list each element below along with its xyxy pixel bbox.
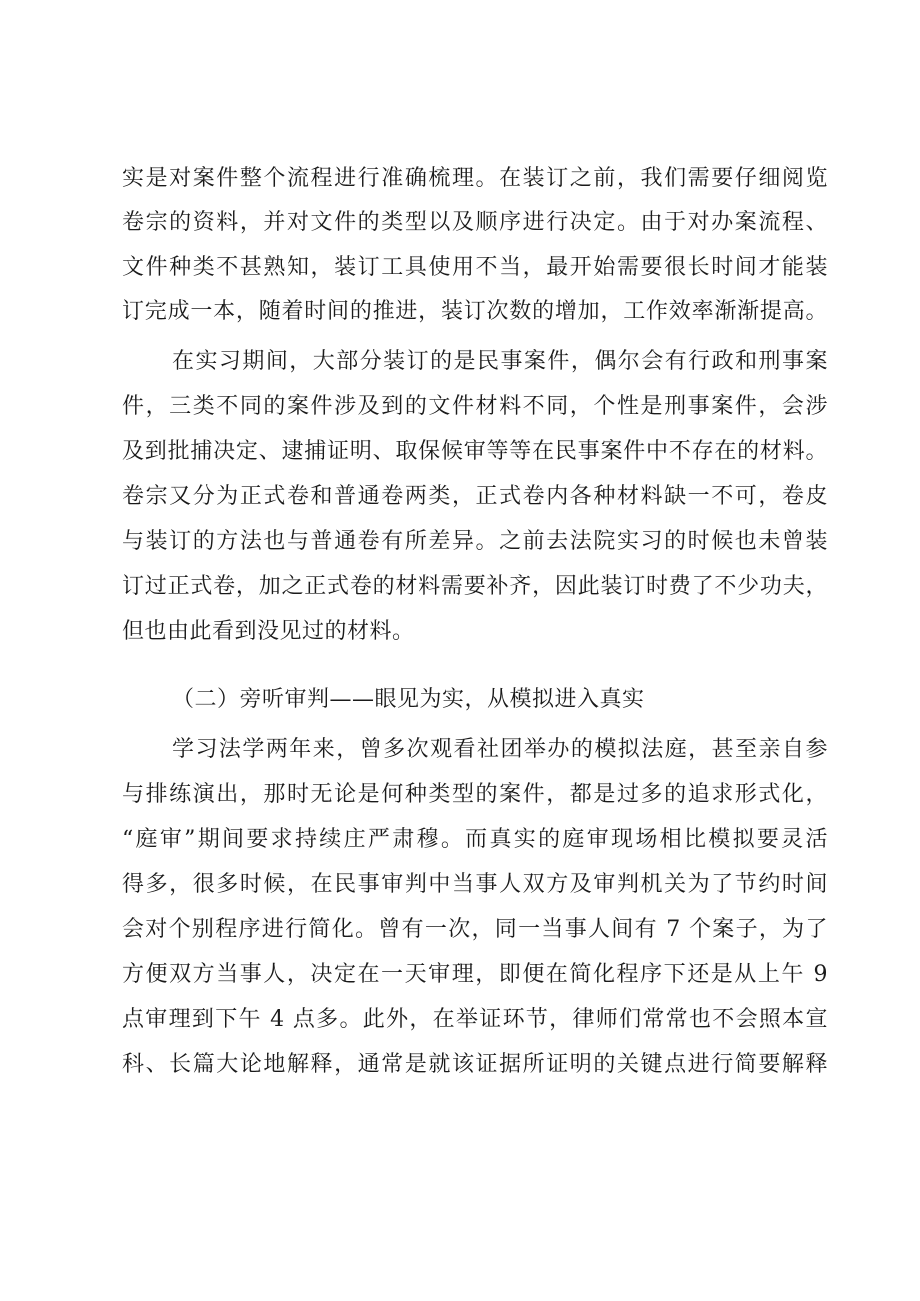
paragraph-2-line-3: 及到批捕决定、逮捕证明、取保候审等等在民事案件中不存在的材料。 bbox=[122, 439, 828, 464]
paragraph-1-line-2: 卷宗的资料，并对文件的类型以及顺序进行决定。由于对办案流程、 bbox=[122, 210, 828, 235]
paragraph-3-line-2: 与排练演出，那时无论是何种类型的案件，都是过多的追求形式化， bbox=[122, 782, 828, 807]
paragraph-2-line-5: 与装订的方法也与普通卷有所差异。之前去法院实习的时候也未曾装 bbox=[122, 529, 828, 554]
paragraph-1-line-4: 订完成一本，随着时间的推进，装订次数的增加，工作效率渐渐提高。 bbox=[122, 299, 828, 324]
paragraph-3-line-3: “庭审”期间要求持续庄严肃穆。而真实的庭审现场相比模拟要灵活 bbox=[122, 827, 828, 852]
paragraph-2-line-2: 件，三类不同的案件涉及到的文件材料不同，个性是刑事案件，会涉 bbox=[122, 394, 828, 419]
paragraph-3-line-8: 科、长篇大论地解释，通常是就该证据所证明的关键点进行简要解释 bbox=[122, 1052, 828, 1077]
paragraph-1-line-3: 文件种类不甚熟知，装订工具使用不当，最开始需要很长时间才能装 bbox=[122, 255, 828, 280]
paragraph-2-line-4: 卷宗又分为正式卷和普通卷两类，正式卷内各种材料缺一不可，卷皮 bbox=[122, 484, 828, 509]
section-heading: （二）旁听审判——眼见为实，从模拟进入真实 bbox=[172, 687, 645, 712]
paragraph-1-line-1: 实是对案件整个流程进行准确梳理。在装订之前，我们需要仔细阅览 bbox=[122, 166, 828, 191]
paragraph-3-line-6: 方便双方当事人，决定在一天审理，即便在简化程序下还是从上午 9 bbox=[122, 962, 828, 987]
paragraph-2-line-7: 但也由此看到没见过的材料。 bbox=[122, 619, 415, 644]
paragraph-3-line-1: 学习法学两年来，曾多次观看社团举办的模拟法庭，甚至亲自参 bbox=[172, 737, 828, 762]
paragraph-3-line-5: 会对个别程序进行简化。曾有一次，同一当事人间有 7 个案子，为了 bbox=[122, 917, 828, 942]
paragraph-3-line-7: 点审理到下午 4 点多。此外，在举证环节，律师们常常也不会照本宣 bbox=[122, 1007, 828, 1032]
paragraph-3-line-4: 得多，很多时候，在民事审判中当事人双方及审判机关为了节约时间 bbox=[122, 872, 828, 897]
paragraph-2-line-6: 订过正式卷，加之正式卷的材料需要补齐，因此装订时费了不少功夫， bbox=[122, 574, 828, 599]
paragraph-2-line-1: 在实习期间，大部分装订的是民事案件，偶尔会有行政和刑事案 bbox=[172, 349, 828, 374]
